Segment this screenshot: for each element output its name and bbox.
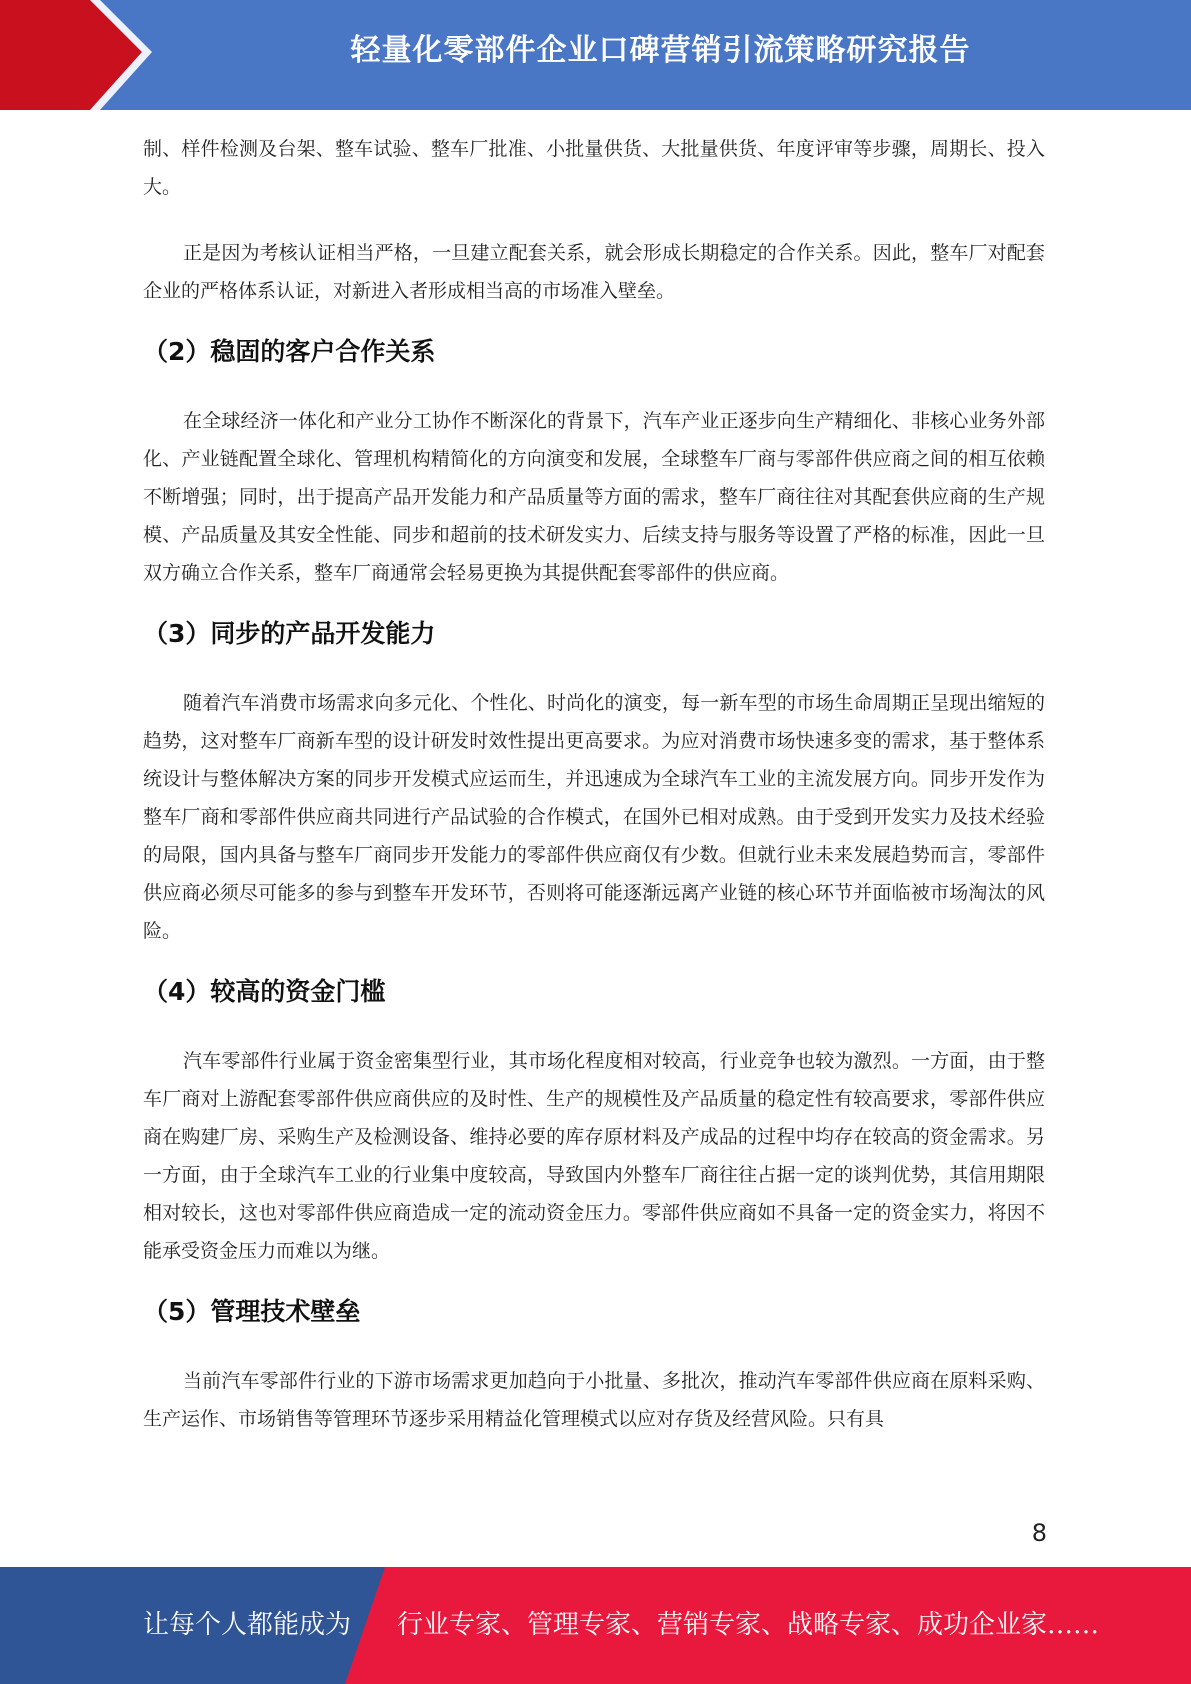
header-arrow-decoration xyxy=(0,0,160,110)
section-heading-2: （2）稳固的客户合作关系 xyxy=(143,337,436,366)
footer-slogan-left: 让每个人都能成为 xyxy=(143,1610,352,1640)
paragraph-management-barrier: 当前汽车零部件行业的下游市场需求更加趋向于小批量、多批次，推动汽车零部件供应商在原料采购、生产运作、市场销售等管理环节逐步采用精益化管理模式以应对存货及经营风险。只有具 xyxy=(143,1370,1045,1430)
page-number: 8 xyxy=(1031,1519,1047,1547)
report-title: 轻量化零部件企业口碑营销引流策略研究报告 xyxy=(350,33,971,68)
page-body xyxy=(143,130,1045,1438)
page-header xyxy=(0,0,1191,110)
paragraph-certification: 正是因为考核认证相当严格，一旦建立配套关系，就会形成长期稳定的合作关系。因此，整车厂对配套企业的严格体系认证，对新进入者形成相当高的市场准入壁垒。 xyxy=(143,242,1045,302)
page-footer xyxy=(0,1567,1191,1684)
footer-slogan-right: 行业专家、管理专家、营销专家、战略专家、成功企业家…… xyxy=(397,1610,1100,1640)
paragraph-continued: 制、样件检测及台架、整车试验、整车厂批准、小批量供货、大批量供货、年度评审等步骤，周期长、投入大。 xyxy=(143,138,1045,198)
section-heading-3: （3）同步的产品开发能力 xyxy=(143,619,436,648)
paragraph-product-development: 随着汽车消费市场需求向多元化、个性化、时尚化的演变，每一新车型的市场生命周期正呈现出缩短的趋势，这对整车厂商新车型的设计研发时效性提出更高要求。为应对消费市场快速多变的需求，基于整体系统设计与整体解决方案的同步开发模式应运而生，并迅速成为全球汽车工业的主流发展方向。同步开发作为整车厂商和零部件供应商共同进行产品试验的合作模式，在国外已相对成熟。由于受到开发实力及技术经验的局限，国内具备与整车厂商同步开发能力的零部件供应商仅有少数。但就行业未来发展趋势而言，零部件供应商必须尽可能多的参与到整车开发环节，否则将可能逐渐远离产业链的核心环节并面临被市场淘汰的风险。 xyxy=(143,692,1045,942)
section-heading-4: （4）较高的资金门槛 xyxy=(143,977,386,1006)
paragraph-customer-relations: 在全球经济一体化和产业分工协作不断深化的背景下，汽车产业正逐步向生产精细化、非核心业务外部化、产业链配置全球化、管理机构精简化的方向演变和发展，全球整车厂商与零部件供应商之间的相互依赖不断增强；同时，出于提高产品开发能力和产品质量等方面的需求，整车厂商往往对其配套供应商的生产规模、产品质量及其安全性能、同步和超前的技术研发实力、后续支持与服务等设置了严格的标准，因此一旦双方确立合作关系，整车厂商通常会轻易更换为其提供配套零部件的供应商。 xyxy=(143,410,1045,584)
paragraph-capital-threshold: 汽车零部件行业属于资金密集型行业，其市场化程度相对较高，行业竞争也较为激烈。一方面，由于整车厂商对上游配套零部件供应商供应的及时性、生产的规模性及产品质量的稳定性有较高要求，零部件供应商在购建厂房、采购生产及检测设备、维持必要的库存原材料及产成品的过程中均存在较高的资金需求。另一方面，由于全球汽车工业的行业集中度较高，导致国内外整车厂商往往占据一定的谈判优势，其信用期限相对较长，这也对零部件供应商造成一定的流动资金压力。零部件供应商如不具备一定的资金实力，将因不能承受资金压力而难以为继。 xyxy=(143,1050,1045,1262)
section-heading-5: （5）管理技术壁垒 xyxy=(143,1297,361,1326)
